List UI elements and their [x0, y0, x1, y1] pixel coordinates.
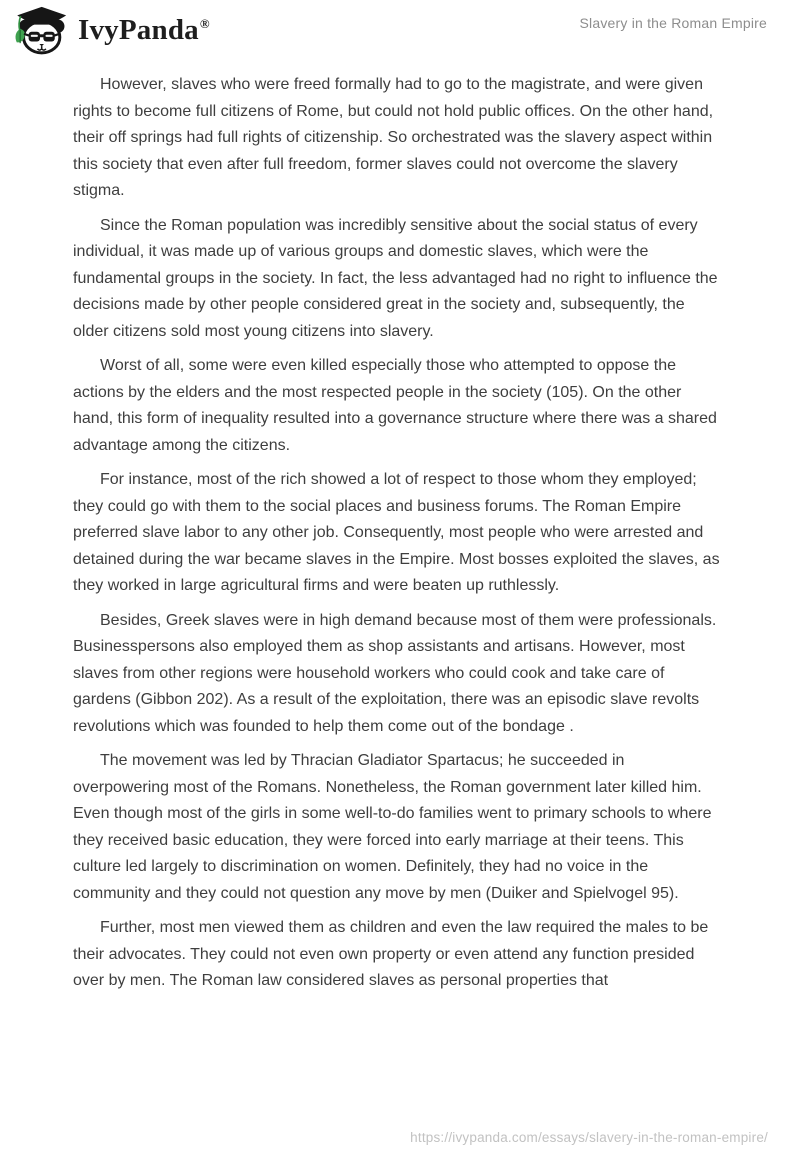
document-title: Slavery in the Roman Empire — [579, 15, 767, 31]
essay-paragraph: The movement was led by Thracian Gladiator Spartacus; he succeeded in overpowering most of the Romans. Nonetheless, the Roman government later killed him. Even though most of the girls in some well-to-do families went to primary schools to where they received basic education, they were forced into early marriage at their teens. This culture led largely to discrimination on women. Definitely, they had no voice in the community and they could not question any move by men (Duiker and Spielvogel 95). — [73, 752, 712, 902]
essay-paragraph: For instance, most of the rich showed a lot of respect to those whom they employed; they could go with them to the social places and business forums. The Roman Empire preferred slave labor to any other job. Consequently, most people who were arrested and detained during the war became slaves in the Empire. Most bosses exploited the slaves, as they worked in large agricultural firms and were beaten up ruthlessly. — [73, 471, 720, 594]
panda-graduate-icon — [13, 6, 67, 55]
essay-paragraph: However, slaves who were freed formally had to go to the magistrate, and were given rights to become full citizens of Rome, but could not hold public offices. On the other hand, their off springs had full rights of citizenship. So orchestrated was the slavery aspect within this society that even after full freedom, former slaves could not overcome the slavery stigma. — [73, 76, 714, 199]
essay-paragraph: Besides, Greek slaves were in high demand because most of them were professionals. Businesspersons also employed them as shop assistants and artisans. However, most slaves from other regions were household workers who could cook and take care of gardens (Gibbon 202). As a result of the exploitation, there was an episodic slave revolts revolutions which was founded to help them come out of the bondage . — [73, 611, 717, 735]
ivypanda-logo-link[interactable] — [13, 6, 210, 55]
essay-paragraph: Since the Roman population was incredibly sensitive about the social status of every individual, it was made up of various groups and domestic slaves, which were the fundamental groups in the society. In fact, the less advantaged had no right to influence the decisions made by other people considered great in the society and, subsequently, the older citizens sold most young citizens into slavery. — [73, 216, 718, 340]
source-url-link[interactable]: https://ivypanda.com/essays/slavery-in-the-roman-empire/ — [410, 1130, 768, 1145]
registered-trademark-symbol: ® — [199, 16, 210, 32]
brand-name: IvyPanda® — [78, 14, 210, 46]
essay-body — [73, 72, 721, 1003]
essay-paragraph: Further, most men viewed them as children and even the law required the males to be their advocates. They could not even own property or even attend any function presided over by men. The Roman law considered slaves as personal properties that — [73, 919, 709, 989]
essay-paragraph: Worst of all, some were even killed especially those who attempted to oppose the actions by the elders and the most respected people in the society (105). On the other hand, this form of inequality resulted into a governance structure where there was a shared advantage among the citizens. — [73, 357, 717, 454]
